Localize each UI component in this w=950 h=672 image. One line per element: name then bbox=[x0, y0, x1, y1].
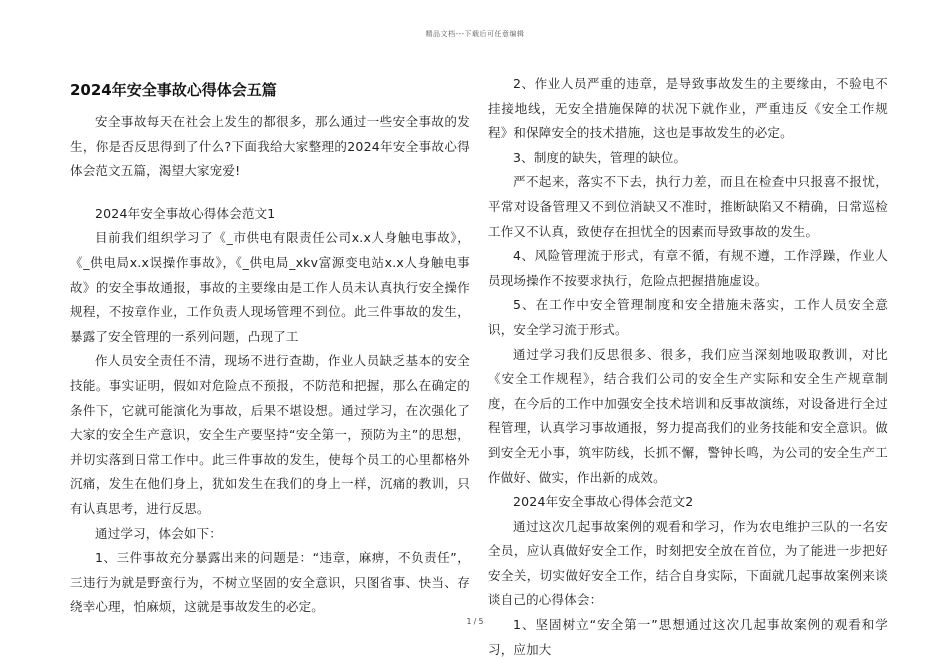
body-paragraph: 3、制度的缺失，管理的缺位。 bbox=[513, 149, 687, 165]
intro-paragraph: 安全事故每天在社会上发生的都很多，那么通过一些安全事故的发生，你是否反思得到了什么?下面我给大家整理的2024年安全事故心得体会范文五篇，渴望大家宠爱! bbox=[70, 114, 470, 179]
right-column bbox=[488, 72, 888, 662]
body-paragraph: 作人员安全责任不清，现场不进行查勘，作业人员缺乏基本的安全技能。事实证明，假如对危险点不预报，不防范和把握，那么在确定的条件下，它就可能演化为事故，后果不堪设想。通过学习，在次强化了大家的安全生产意识，安全生产要坚持“安全第一，预防为主”的思想，并切实落到日常工作中。此三件事故的发生，使每个员工的心里都格外沉痛，发生在他们身上，犹如发生在我们的身上一样，沉痛的教训，只有认真思考，进行反思。 bbox=[70, 353, 470, 516]
document-title: 2024年安全事故心得体会五篇 bbox=[70, 81, 277, 99]
body-paragraph: 5、在工作中安全管理制度和安全措施未落实，工作人员安全意识，安全学习流于形式。 bbox=[488, 297, 888, 337]
body-paragraph: 通过这次几起事故案例的观看和学习，作为农电维护三队的一名安全员，应认真做好安全工作，时刻把安全放在首位，为了能进一步把好安全关，切实做好安全工作，结合自身实际，下面就几起事故案例来谈谈自己的心得体会： bbox=[488, 518, 888, 608]
section-heading-2: 2024年安全事故心得体会范文2 bbox=[513, 494, 694, 510]
left-column bbox=[70, 72, 470, 620]
body-paragraph: 1、三件事故充分暴露出来的问题是：“违章，麻痹，不负责任”，三违行为就是野蛮行为，不树立坚固的安全意识，只图省事、快当、存绕幸心理，怕麻烦，这就是事故发生的必定。 bbox=[70, 550, 470, 615]
body-paragraph: 2、作业人员严重的违章，是导致事故发生的主要缘由，不验电不挂接地线，无安全措施保障的状况下就作业，严重违反《安全工作规程》和保障安全的技术措施，这也是事故发生的必定。 bbox=[488, 76, 888, 141]
body-paragraph: 通过学习，体会如下： bbox=[95, 525, 223, 541]
body-paragraph: 1、坚固树立“安全第一”思想通过这次几起事故案例的观看和学习，应加大 bbox=[488, 617, 888, 657]
body-paragraph: 目前我们组织学习了《_市供电有限责任公司x.x人身触电事故》，《_供电局x.x误操作事故》，《_供电局_xkv富源变电站x.x人身触电事故》的安全事故通报，事故的主要缘由是工作人员未认真执行安全操作规程，不按章作业，工作负责人现场管理不到位。此三件事故的发生，暴露了安全管理的一系列问题，凸现了工 bbox=[70, 230, 470, 344]
body-paragraph: 严不起来，落实不下去，执行力差，而且在检查中只报喜不报忧，平常对设备管理又不到位消缺又不准时，推断缺陷又不精确，日常巡检工作又不认真，致使存在担忧全的因素而导致事故的发生。 bbox=[488, 174, 888, 239]
page-header-note: 精品文档---下载后可任意编辑 bbox=[425, 30, 525, 38]
body-paragraph: 4、风险管理流于形式，有章不循，有规不遵，工作浮躁，作业人员现场操作不按要求执行，危险点把握措施虚设。 bbox=[488, 248, 888, 288]
page-number: 1 / 5 bbox=[466, 617, 484, 626]
section-heading-1: 2024年安全事故心得体会范文1 bbox=[95, 205, 276, 221]
body-paragraph: 通过学习我们反思很多、很多，我们应当深刻地吸取教训，对比《安全工作规程》，结合我们公司的安全生产实际和安全生产规章制度，在今后的工作中加强安全技术培训和反事故演练，对设备进行全过程管理，认真学习事故通报，努力提高我们的业务技能和安全意识。做到安全无小事，筑牢防线，长抓不懈，警钟长鸣，为公司的安全生产工作做好、做实，作出新的成效。 bbox=[488, 346, 888, 485]
